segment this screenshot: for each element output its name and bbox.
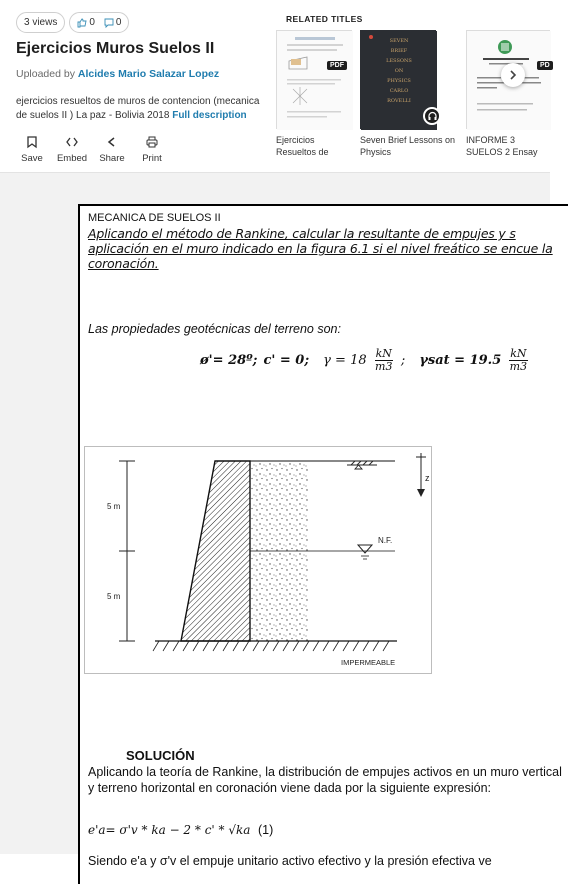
embed-button[interactable]	[52, 135, 92, 164]
full-description-link[interactable]: Full description	[172, 110, 247, 121]
dimension-bottom-label: 5 m	[107, 592, 121, 601]
water-table-label: N.F.	[378, 536, 393, 545]
comment-icon[interactable]	[104, 13, 122, 32]
save-label: Save	[21, 153, 43, 164]
chevron-right-icon	[509, 67, 517, 83]
uploaded-by-label: Uploaded by	[16, 68, 75, 80]
reactions-badge[interactable]	[69, 12, 129, 33]
views-badge	[16, 12, 65, 33]
save-button[interactable]	[12, 135, 52, 164]
section-divider	[0, 172, 550, 184]
rankine-equation: e'a= σ'v * ka − 2 * c' * √ka	[88, 823, 251, 837]
pdf-badge-label: PD	[540, 62, 550, 69]
retaining-wall-figure	[84, 446, 432, 674]
description-text: ejercicios resueltos de muros de contencion (mecanica de suelos II ) La paz - Bolivia 2018	[16, 96, 260, 121]
equation-number: (1)	[258, 823, 274, 837]
printer-icon	[145, 135, 159, 149]
document-title: Ejercicios Muros Suelos II	[16, 40, 215, 57]
share-label: Share	[99, 153, 125, 164]
code-icon	[65, 135, 79, 149]
document-page	[78, 204, 568, 884]
cover-title-text: SEVEN	[389, 38, 409, 44]
properties-label: Las propiedades geotécnicas del terreno son:	[88, 322, 341, 336]
water-table-symbol	[358, 545, 372, 553]
document-viewer[interactable]	[0, 184, 562, 868]
embed-label: Embed	[56, 153, 88, 164]
ground-surface-symbol	[347, 461, 377, 469]
related-titles-heading: RELATED TITLES	[286, 14, 363, 24]
share-icon	[105, 135, 119, 149]
retaining-wall	[181, 461, 250, 641]
z-axis-label: z	[425, 473, 430, 483]
related-item-2-caption[interactable]: Seven Brief Lessons on Physics	[360, 135, 456, 157]
unit-weight-units	[375, 348, 393, 373]
related-item-2-thumbnail[interactable]	[360, 30, 436, 129]
comments-count: 0	[115, 17, 122, 28]
pdf-badge	[327, 61, 347, 70]
saturated-unit-weight: γsat = 19.5	[419, 353, 502, 368]
action-bar	[12, 135, 172, 164]
audiobook-icon	[423, 107, 441, 125]
unit-weight-denominator: m3	[375, 360, 393, 373]
print-button[interactable]	[132, 135, 172, 164]
saturated-unit-weight-denominator: m3	[509, 360, 528, 373]
likes-count: 0	[89, 17, 95, 28]
soil-parameters-formula: ø'= 28º; c' = 0; γ = 18 $\frac{kN}{m3}$ ; γsat = 19.5 $\frac{kN}{m3}$	[200, 347, 528, 373]
related-item-1-caption[interactable]: Ejercicios Resueltos de	[276, 135, 329, 157]
thumbs-up-icon[interactable]	[77, 13, 95, 32]
document-header	[0, 0, 550, 172]
z-axis-arrow	[417, 489, 425, 497]
saturated-unit-weight-numerator: kN	[510, 347, 527, 360]
solution-heading: SOLUCIÓN	[126, 748, 195, 763]
bookmark-icon	[25, 135, 39, 149]
document-description	[16, 95, 264, 123]
related-item-3-caption[interactable]: INFORME 3 SUELOS 2 Ensay	[466, 135, 538, 157]
page-heading: MECANICA DE SUELOS II	[88, 212, 221, 224]
saturated-unit-weight-units	[509, 348, 527, 373]
problem-statement: Aplicando el método de Rankine, calcular la resultante de empujes y s aplicación en el muro indicado en la figura 6.1 si el nivel freático se encue la coronación.	[88, 226, 553, 271]
cohesion: c' = 0;	[263, 353, 310, 368]
unit-weight-numerator: kN	[375, 347, 392, 360]
unit-weight: γ = 18	[323, 353, 367, 368]
solution-paragraph-2: Siendo e'a y σ'v el empuje unitario activo efectivo y la presión efectiva ve	[88, 854, 492, 868]
dimension-top-label: 5 m	[107, 502, 121, 511]
solution-paragraph: Aplicando la teoría de Rankine, la distribución de empujes activos en un muro vertical y terreno horizontal en coronación viene dada por la siguiente expresión:	[88, 765, 562, 795]
svg-text:ROVELLI: ROVELLI	[387, 98, 411, 104]
share-button[interactable]	[92, 135, 132, 164]
svg-text:CARLO: CARLO	[389, 88, 409, 94]
svg-text:BRIEF: BRIEF	[390, 48, 408, 54]
uploader-line	[16, 68, 219, 80]
svg-text:LESSONS: LESSONS	[386, 58, 412, 64]
svg-text:PHYSICS: PHYSICS	[387, 78, 411, 84]
friction-angle: ø'= 28º;	[200, 353, 258, 368]
svg-text:ON: ON	[394, 68, 404, 74]
pdf-badge	[537, 61, 553, 70]
related-item-1-thumbnail[interactable]	[276, 30, 352, 129]
author-link[interactable]: Alcides Mario Salazar Lopez	[77, 68, 220, 80]
print-label: Print	[142, 153, 162, 164]
views-count: 3 views	[24, 17, 58, 28]
pdf-badge-label: PDF	[330, 62, 344, 69]
stats-row	[16, 12, 129, 33]
related-next-button[interactable]	[501, 63, 525, 87]
impermeable-label: IMPERMEABLE	[341, 658, 396, 667]
